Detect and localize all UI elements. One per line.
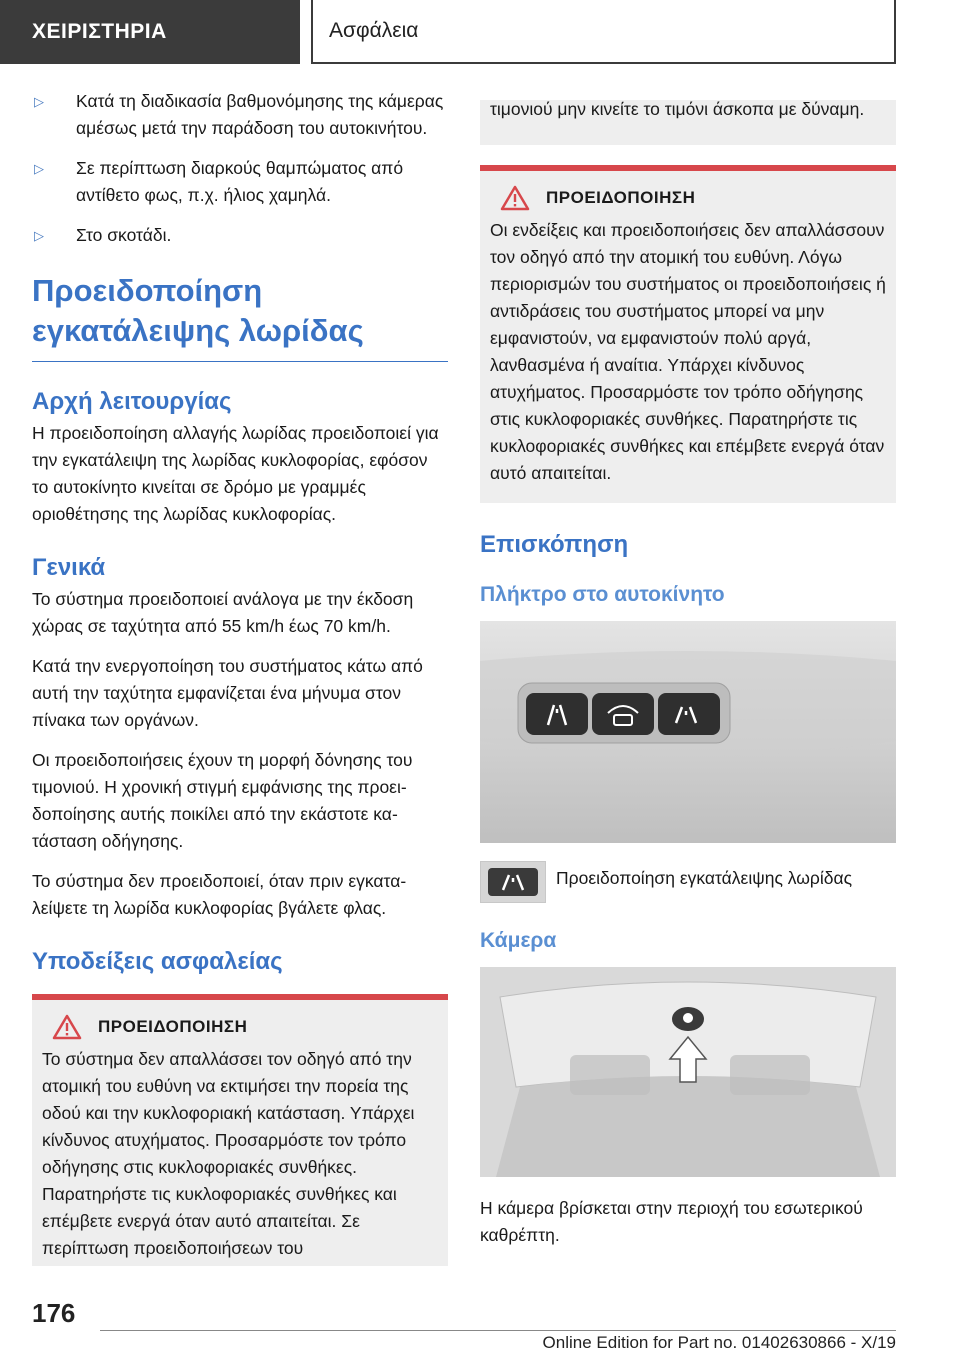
camera-image xyxy=(480,967,896,1177)
general-paragraph: Το σύστημα δεν προειδοποιεί, όταν πριν εγκαταλείψετε τη λωρίδα κυκλοφορίας βγάλετε φλας. xyxy=(32,871,407,918)
overview-heading: Επισκόπηση xyxy=(480,531,629,558)
list-item xyxy=(32,88,448,142)
warning-text: Το σύστημα δεν απαλλάσσει τον οδηγό από την ατομική του ευθύνη να εκτιμήσει την πορεία της οδού και την κυκλοφοριακή κατάσταση. Υπάρχει κίνδυνος ατυχήματος. Προσαρμόστε τον τρόπο οδήγησης στις κυκλοφοριακές συνθήκες. Παρατηρήστε τις κυκλοφοριακές συνθήκες και επέμβετε ενεργά όταν αυτό απαιτείται. Σε περίπτωση προειδοποιήσεων του xyxy=(42,1049,415,1258)
right-column xyxy=(480,100,896,1249)
windshield-camera-illustration xyxy=(480,967,896,1177)
section-title: Προειδοποίηση εγκατάλειψης λωρίδας xyxy=(32,271,448,362)
general-paragraph: Το σύστημα προειδοποιεί ανάλογα με την έκδοση χώρας σε ταχύτητα από 55 km/h έως 70 km/h. xyxy=(32,589,414,636)
warning-box xyxy=(32,1000,448,1266)
principle-heading: Αρχή λειτουργίας xyxy=(32,388,232,415)
footer-divider xyxy=(100,1330,896,1331)
general-paragraph: Κατά την ενεργοποίηση του συστήματος κάτω από αυτή την ταχύτητα εμφανίζεται ένα μήνυμα στον πίνακα των οργάνων. xyxy=(32,656,423,730)
button-caption: Προειδοποίηση εγκατάλειψης λωρίδας xyxy=(556,868,853,888)
page-header xyxy=(0,0,960,64)
camera-heading: Κάμερα xyxy=(480,929,557,952)
principle-text: Η προειδοποίηση αλλαγής λωρίδας προειδοποιεί για την εγκατάλειψη της λωρίδας κυκλοφορίας, εφόσον το αυτοκίνητο κινείται σε δρόμο με γραμμές οριοθέτησης της λωρίδας κυκλοφορίας. xyxy=(32,423,439,524)
camera-caption: Η κάμερα βρίσκεται στην περιοχή του εσωτερικού καθρέπτη. xyxy=(480,1198,863,1245)
warning-header xyxy=(490,185,886,211)
list-item xyxy=(32,155,448,209)
list-item xyxy=(32,222,448,249)
warning-header xyxy=(42,1014,438,1040)
bullet-text: Στο σκοτάδι. xyxy=(76,225,172,245)
triangle-bullet-icon: ▷ xyxy=(34,228,44,243)
warning-box-continued xyxy=(480,100,896,145)
warning-title: ΠΡΟΕΙΔΟΠΟΙΗΣΗ xyxy=(98,1017,248,1036)
bullet-text: Σε περίπτωση διαρκούς θαμπώματος από αντίθετο φως, π.χ. ήλιος χαμηλά. xyxy=(76,158,404,205)
section-tab: ΧΕΙΡΙΣΤΗΡΙΑ xyxy=(0,0,300,64)
overhead-console-illustration xyxy=(480,621,896,843)
triangle-bullet-icon: ▷ xyxy=(34,161,44,176)
chapter-title: Ασφάλεια xyxy=(311,0,896,64)
button-heading: Πλήκτρο στο αυτοκίνητο xyxy=(480,583,725,606)
warning-triangle-icon xyxy=(500,185,530,211)
triangle-bullet-icon: ▷ xyxy=(34,94,44,109)
button-caption-row xyxy=(480,861,896,903)
edition-note: Online Edition for Part no. 01402630866 - X/19 xyxy=(542,1333,896,1352)
general-heading: Γενικά xyxy=(32,554,106,581)
button-panel-image xyxy=(480,621,896,843)
warning-triangle-icon xyxy=(52,1014,82,1040)
lane-departure-key-icon xyxy=(480,861,546,903)
bullet-text: Κατά τη διαδικασία βαθμονόμησης της κάμερας αμέσως μετά την παράδοση του αυτοκινήτου. xyxy=(76,91,444,138)
left-column xyxy=(32,88,448,1266)
warning-text: Οι ενδείξεις και προειδοποιήσεις δεν απαλλάσσουν τον οδηγό από την ατομική του ευθύνη. Λόγω περιορισμών του συστήματος οι προειδοποιήσεις ή αντιδράσεις του συστήματος μπορεί να μην εμφανιστούν, να εμφανιστούν πολύ αργά, λανθασμένα ή αναίτια. Υπάρχει κίνδυνος ατυχήματος. Προσαρμόστε τον τρόπο οδήγησης στις κυκλοφοριακές συνθήκες. Παρατηρήστε τις κυκλοφοριακές συνθήκες και επέμβετε ενεργά όταν αυτό απαιτείται. xyxy=(490,220,886,483)
warning-text: τιμονιού μην κινείτε το τιμόνι άσκοπα με δύναμη. xyxy=(490,99,865,119)
page-number: 176 xyxy=(32,1298,76,1328)
warning-box xyxy=(480,171,896,503)
safety-heading: Υποδείξεις ασφαλείας xyxy=(32,948,283,975)
warning-title: ΠΡΟΕΙΔΟΠΟΙΗΣΗ xyxy=(546,188,696,207)
general-paragraph: Οι προειδοποιήσεις έχουν τη μορφή δόνησης του τιμονιού. Η χρονική στιγμή εμφάνισης της προειδοποίησης αυτής ποικίλει από την εκάστοτε κατάσταση οδήγησης. xyxy=(32,750,413,851)
